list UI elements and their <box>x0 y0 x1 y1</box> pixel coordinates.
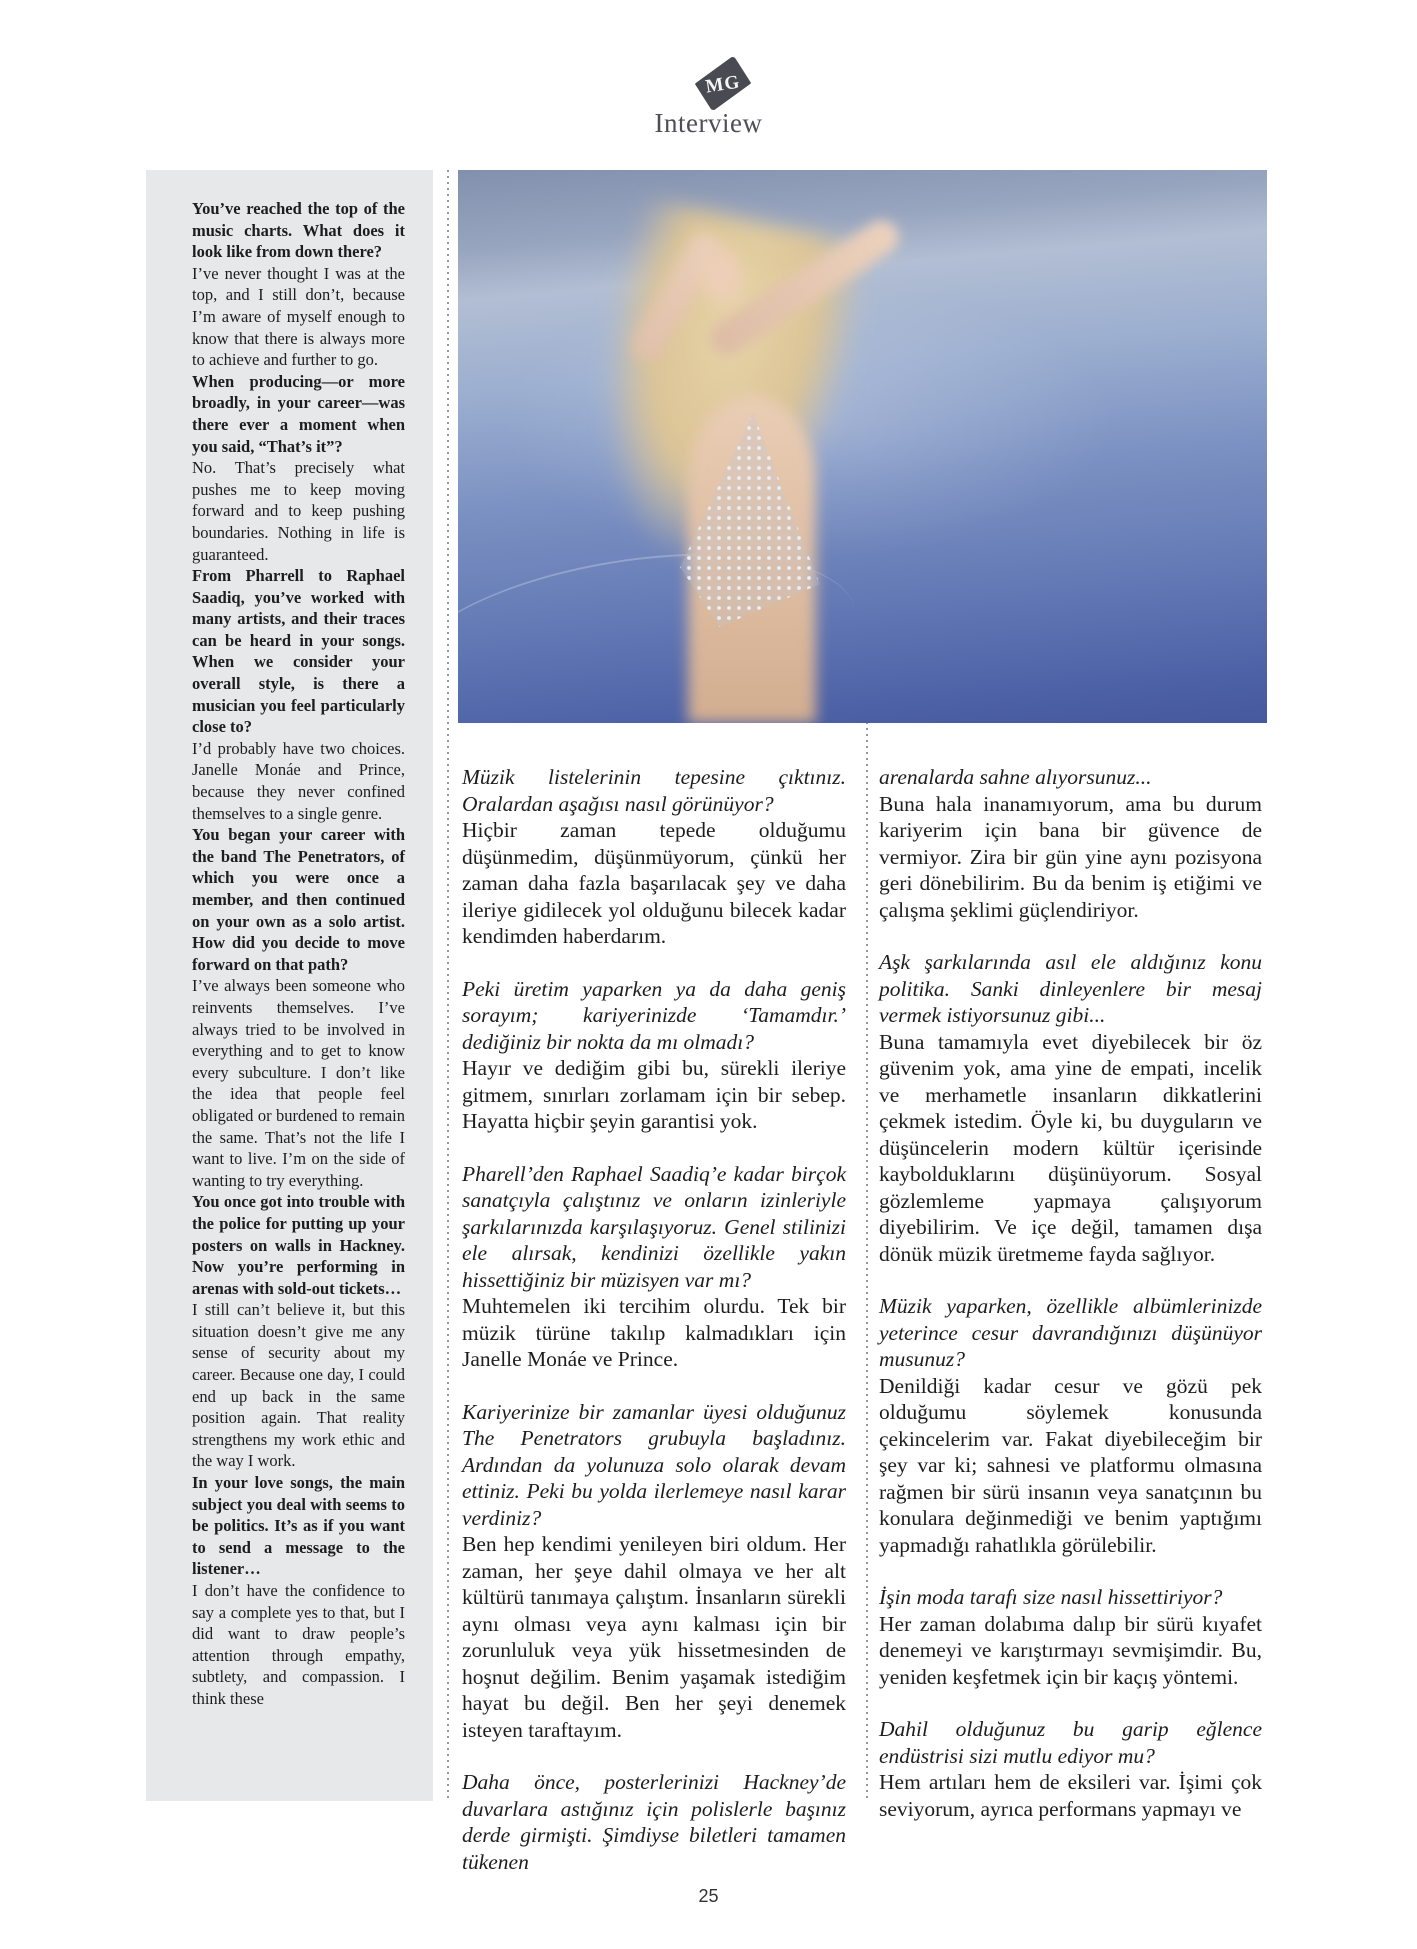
sidebar-panel <box>146 170 433 1801</box>
interview-question: When producing—or more broadly, in your career—was there ever a moment when you said, “That’s it”? <box>192 371 405 456</box>
interview-answer: Muhtemelen iki tercihim olurdu. Tek bir müzik türüne takılıp kalmadıkları için Janelle Monáe ve Prince. <box>462 1294 846 1371</box>
interview-answer: I don’t have the confidence to say a complete yes to that, but I did want to draw people’s attention through empathy, subtlety, and compassion. I think these <box>192 1581 405 1708</box>
qa-block <box>879 1584 1262 1690</box>
qa-block <box>192 565 405 824</box>
qa-block <box>462 1161 846 1373</box>
sidebar-qa-list <box>192 198 405 1710</box>
qa-block <box>879 1293 1262 1558</box>
interview-answer: Buna tamamıyla evet diyebilecek bir öz güvenim yok, ama yine de empati, incelik ve merhametle insanların dikkatlerini çekmek istedim. Öyle ki, bu duyguların ve düşüncelerin modern kültür içerisinde kaybolduklarını düşünüyorum. Sosyal gözlemleme yapmaya çalışıyorum diyebilirim. Ve içe değil, tamamen dışa dönük müzik üretmeme fayda sağlıyor. <box>879 1029 1262 1266</box>
qa-block <box>192 198 405 371</box>
interview-question: Müzik yaparken, özellikle albümlerinizde yeterince cesur davrandığınızı düşünüyor musunuz? <box>879 1294 1262 1371</box>
interview-question: You once got into trouble with the police for putting up your posters on walls in Hackney. Now you’re performing in arenas with sold-out tickets… <box>192 1192 405 1298</box>
artist-portrait-photo <box>458 170 1267 723</box>
qa-block <box>879 1716 1262 1822</box>
interview-answer: Hayır ve dediğim gibi bu, sürekli ileriye gitmem, sınırları zorlamam için bir sebep. Hayatta hiçbir şeyin garantisi yok. <box>462 1056 846 1133</box>
qa-block <box>192 1191 405 1472</box>
qa-block <box>462 764 846 950</box>
interview-question: You’ve reached the top of the music charts. What does it look like from down there? <box>192 199 405 262</box>
interview-answer: Buna hala inanamıyorum, ama bu durum kariyerim için bana bir güvence de vermiyor. Zira bir gün yine aynı pozisyona geri dönebilirim. Bu da benim iş etiğimi ve çalışma şeklimi güçlendiriyor. <box>879 791 1262 922</box>
interview-answer: No. That’s precisely what pushes me to keep moving forward and to keep pushing boundaries. Nothing in life is guaranteed. <box>192 458 405 564</box>
page-number: 25 <box>698 1886 719 1906</box>
interview-question: Aşk şarkılarında asıl ele aldığınız konu politika. Sanki dinleyenlere bir mesaj vermek istiyorsunuz gibi... <box>879 950 1262 1027</box>
qa-block <box>192 824 405 1191</box>
interview-answer: I’ve never thought I was at the top, and I still don’t, because I’m aware of myself enough to know that there is always more to achieve and further to go. <box>192 263 405 370</box>
logo-monogram: MG <box>704 71 742 98</box>
qa-block <box>462 976 846 1135</box>
interview-question: arenalarda sahne alıyorsunuz... <box>879 765 1152 789</box>
interview-question: Dahil olduğunuz bu garip eğlence endüstrisi sizi mutlu ediyor mu? <box>879 1717 1262 1768</box>
column-divider-dotted <box>447 170 449 1801</box>
interview-question: Kariyerinize bir zamanlar üyesi olduğunuz The Penetrators grubuyla başladınız. Ardından da yolunuza solo olarak devam ettiniz. Peki bu yolda ilerlemeye nasıl karar verdiniz? <box>462 1399 846 1530</box>
interview-question: You began your career with the band The Penetrators, of which you were once a member, and then continued on your own as a solo artist. How did you decide to move forward on that path? <box>192 825 405 974</box>
article-column-middle <box>462 764 846 1901</box>
qa-block <box>192 371 405 565</box>
section-title: Interview <box>654 108 763 138</box>
interview-answer: Denildiği kadar cesur ve gözü pek olduğumu söylemek konusunda çekincelerim var. Fakat diyebileceğim bir şey var ki; sahnesi ve platformu olmasına rağmen bir sürü insanın veya sanatçının bu konulara değinmediği ve benim yaptığımı yapmadığı rahatlıkla görülebilir. <box>879 1373 1262 1557</box>
article-column-right <box>879 764 1262 1848</box>
interview-answer: I’ve always been someone who reinvents themselves. I’ve always tried to be involved in everything and to get to know every subculture. I don’t like the idea that people feel obligated or burdened to remain the same. That’s not the life I want to live. I’m on the side of wanting to try everything. <box>192 976 405 1190</box>
interview-question: Pharell’den Raphael Saadiq’e kadar birçok sanatçıyla çalıştınız ve onların izinleriyle şarkılarınızda karşılaşıyoruz. Genel stilinizi ele alırsak, kendinizi özellikle yakın hissettiğiniz bir müzisyen var mı? <box>462 1161 846 1292</box>
interview-answer: Hiçbir zaman tepede olduğumu düşünmedim, düşünmüyorum, çünkü her zaman daha fazla başarılacak şey ve daha ileriye gidilecek yol olduğunu bilecek kadar kendimden haberdarım. <box>462 818 846 948</box>
interview-question: Peki üretim yaparken ya da daha geniş sorayım; kariyerinizde ‘Tamamdır.’ dediğiniz bir nokta da mı olmadı? <box>462 976 846 1054</box>
qa-block <box>192 1472 405 1710</box>
qa-block <box>462 1399 846 1744</box>
qa-block <box>462 1769 846 1875</box>
qa-block <box>879 764 1262 923</box>
interview-answer: Her zaman dolabıma dalıp bir sürü kıyafet denemeyi ve karıştırmayı sevmişimdir. Bu, yeniden keşfetmek için bir kaçış yöntemi. <box>879 1611 1262 1689</box>
interview-question: İşin moda tarafı size nasıl hissettiriyor? <box>879 1585 1223 1609</box>
interview-answer: I’d probably have two choices. Janelle Monáe and Prince, because they never confined themselves to a single genre. <box>192 738 405 823</box>
interview-question: In your love songs, the main subject you deal with seems to be politics. It’s as if you want to send a message to the listener… <box>192 1473 405 1579</box>
interview-question: Müzik listelerinin tepesine çıktınız. Oralardan aşağısı nasıl görünüyor? <box>462 765 846 816</box>
magazine-logo <box>697 58 749 112</box>
interview-answer: Ben hep kendimi yenileyen biri oldum. Her zaman, her şeye dahil olmaya ve her alt kültürü tanımaya çalıştım. İnsanların sürekli aynı olması veya aynı kalması için bir zorunluluk veya yük hissetmesinden de hoşnut değilim. Benim yaşamak istediğim hayat bu değil. Ben her şeyi denemek isteyen taraftayım. <box>462 1532 846 1742</box>
interview-question: From Pharrell to Raphael Saadiq, you’ve worked with many artists, and their traces can be heard in your songs. When we consider your overall style, is there a musician you feel particularly close to? <box>192 566 405 737</box>
qa-block <box>879 949 1262 1267</box>
interview-answer: Hem artıları hem de eksileri var. İşimi çok seviyorum, ayrıca performans yapmayı ve <box>879 1770 1262 1821</box>
interview-question: Daha önce, posterlerinizi Hackney’de duvarlara astığınız için polislerle başınız derde girmişti. Şimdiyse biletleri tamamen tükenen <box>462 1770 846 1874</box>
interview-answer: I still can’t believe it, but this situation doesn’t give me any sense of security about my career. Because one day, I could end up back in the same position again. That reality strengthens my work ethic and the way I work. <box>192 1300 405 1471</box>
